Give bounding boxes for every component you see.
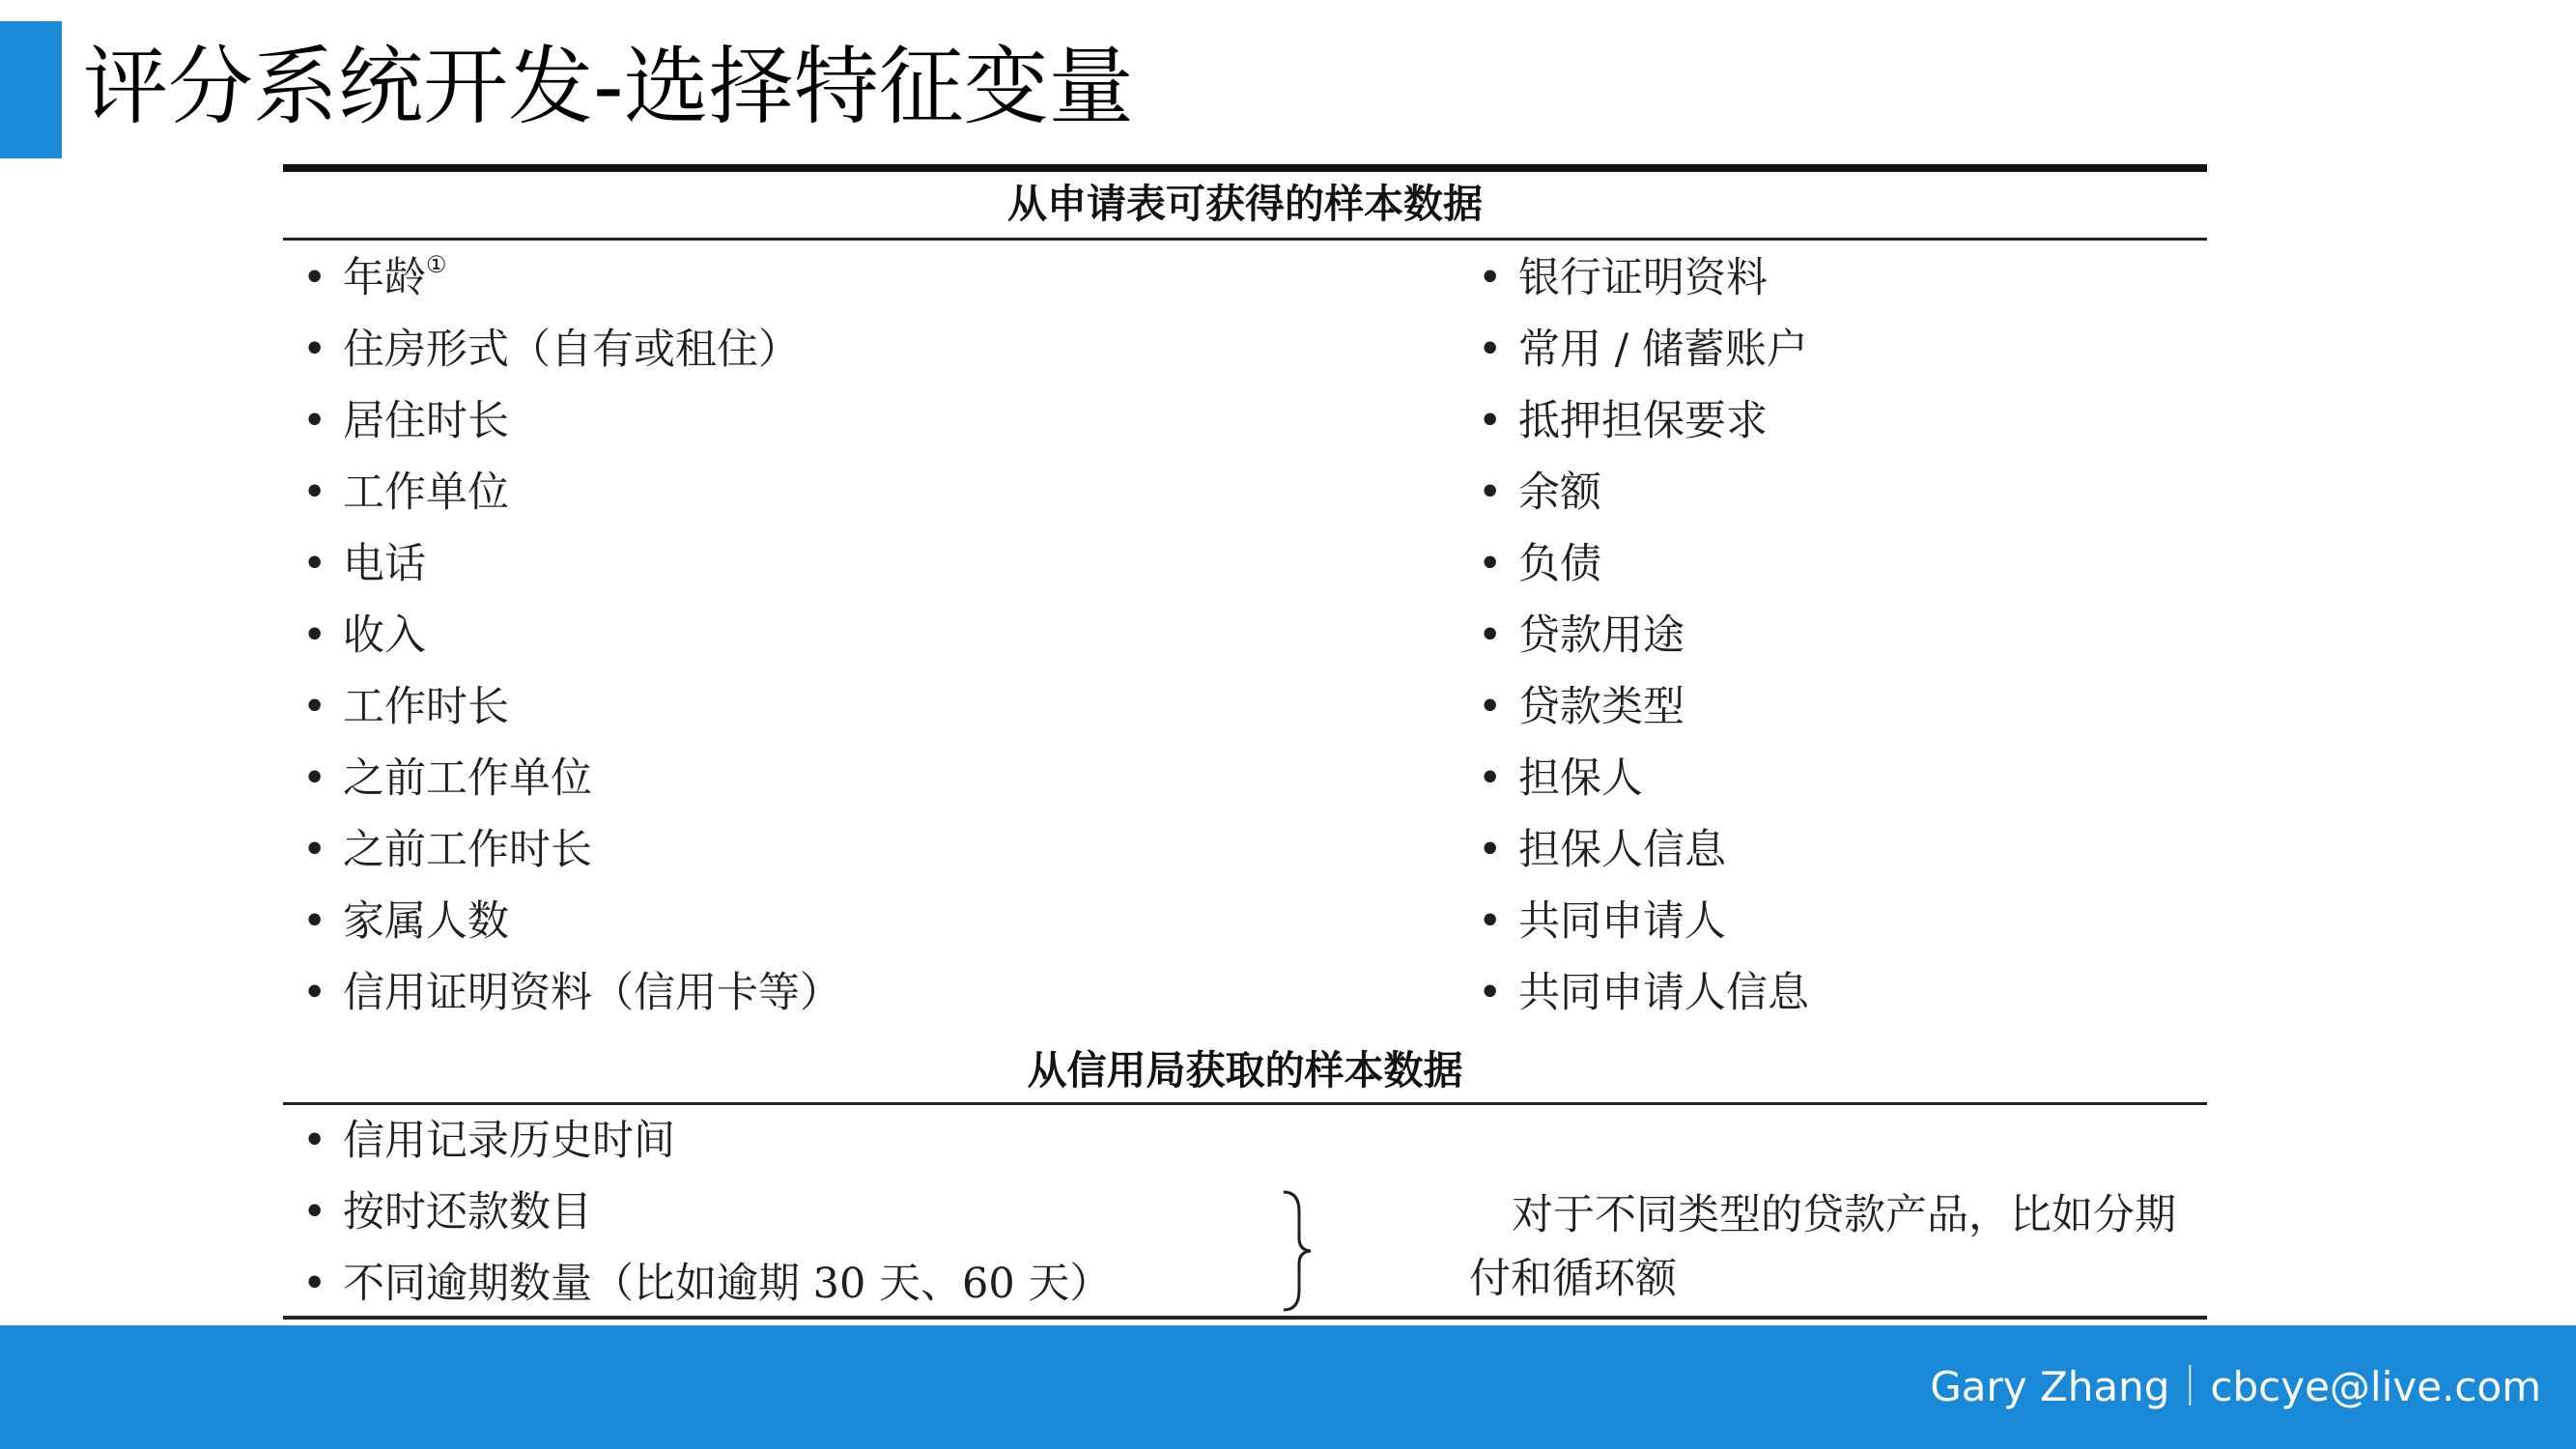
table-top-rule bbox=[283, 164, 2207, 172]
list-item bbox=[283, 748, 592, 810]
list-item bbox=[1458, 533, 1601, 595]
bullet-icon: • bbox=[1478, 611, 1503, 660]
item-label: 共同申请人 bbox=[1518, 897, 1726, 946]
item-label: 工作时长 bbox=[343, 683, 509, 731]
title-accent-bar bbox=[0, 21, 62, 158]
list-item bbox=[283, 819, 592, 881]
bullet-icon: • bbox=[1478, 254, 1503, 302]
bullet-icon: • bbox=[302, 826, 327, 874]
application-section-header: 从申请表可获得的样本数据 bbox=[1007, 181, 1483, 227]
application-header-rule bbox=[283, 238, 2207, 241]
item-label: 余额 bbox=[1518, 469, 1601, 517]
bullet-icon: • bbox=[1478, 969, 1503, 1017]
item-label: 年龄 bbox=[343, 254, 426, 302]
list-item bbox=[283, 390, 509, 452]
bureau-header-rule bbox=[283, 1102, 2207, 1105]
bullet-icon: • bbox=[1478, 683, 1503, 731]
list-item bbox=[1458, 962, 1809, 1024]
list-item bbox=[1458, 390, 1768, 452]
item-label: 信用证明资料（信用卡等） bbox=[343, 969, 841, 1017]
list-item bbox=[283, 462, 509, 524]
bureau-section-header: 从信用局获取的样本数据 bbox=[1027, 1047, 1463, 1094]
bullet-icon: • bbox=[302, 1260, 327, 1308]
bullet-icon: • bbox=[302, 1188, 327, 1236]
item-label: 之前工作时长 bbox=[343, 826, 592, 874]
bullet-icon: • bbox=[302, 969, 327, 1017]
list-item bbox=[1458, 605, 1684, 667]
list-item bbox=[283, 533, 426, 595]
item-label: 担保人 bbox=[1518, 754, 1643, 803]
bullet-icon: • bbox=[302, 254, 327, 302]
list-item bbox=[283, 676, 509, 738]
bullet-icon: • bbox=[302, 754, 327, 803]
list-item bbox=[283, 1181, 592, 1243]
slide-title: 评分系统开发-选择特征变量 bbox=[83, 37, 1134, 136]
item-label: 贷款类型 bbox=[1518, 683, 1684, 731]
bullet-icon: • bbox=[302, 1117, 327, 1165]
bullet-icon: • bbox=[302, 897, 327, 946]
list-item bbox=[283, 891, 509, 952]
item-label: 电话 bbox=[343, 540, 426, 588]
curly-brace-icon bbox=[1278, 1188, 1316, 1314]
bullet-icon: • bbox=[1478, 397, 1503, 445]
list-item bbox=[1458, 462, 1601, 524]
list-item bbox=[283, 962, 841, 1024]
item-label: 贷款用途 bbox=[1518, 611, 1684, 660]
list-item bbox=[1458, 748, 1643, 810]
feature-table bbox=[283, 164, 2207, 1321]
table-bottom-rule bbox=[283, 1316, 2207, 1320]
item-label: 担保人信息 bbox=[1518, 826, 1726, 874]
item-label: 共同申请人信息 bbox=[1518, 969, 1809, 1017]
bullet-icon: • bbox=[1478, 754, 1503, 803]
list-item bbox=[283, 247, 447, 309]
bullet-icon: • bbox=[1478, 540, 1503, 588]
list-item bbox=[283, 319, 800, 381]
list-item bbox=[283, 1110, 675, 1172]
item-label: 按时还款数目 bbox=[343, 1188, 592, 1236]
item-label: 家属人数 bbox=[343, 897, 509, 946]
list-item bbox=[1458, 819, 1726, 881]
bullet-icon: • bbox=[302, 683, 327, 731]
item-label: 银行证明资料 bbox=[1518, 254, 1768, 302]
bureau-note: 对于不同类型的贷款产品，比如分期付和循环额 bbox=[1469, 1191, 2176, 1303]
list-item bbox=[283, 605, 426, 667]
bullet-icon: • bbox=[1478, 897, 1503, 946]
item-label: 负债 bbox=[1518, 540, 1601, 588]
item-label: 工作单位 bbox=[343, 469, 509, 517]
bullet-icon: • bbox=[302, 611, 327, 660]
bullet-icon: • bbox=[1478, 826, 1503, 874]
item-label: 居住时长 bbox=[343, 397, 509, 445]
item-label: 信用记录历史时间 bbox=[343, 1117, 675, 1165]
item-label: 住房形式（自有或租住） bbox=[343, 326, 800, 374]
item-label: 不同逾期数量（比如逾期 30 天、60 天） bbox=[343, 1260, 1112, 1308]
list-item bbox=[1458, 319, 1808, 381]
item-label: 之前工作单位 bbox=[343, 754, 592, 803]
bullet-icon: • bbox=[302, 397, 327, 445]
list-item bbox=[1458, 676, 1684, 738]
item-label: 抵押担保要求 bbox=[1518, 397, 1768, 445]
bullet-icon: • bbox=[302, 540, 327, 588]
footnote-marker: ① bbox=[426, 251, 447, 278]
footer-bar bbox=[0, 1325, 2576, 1449]
bullet-icon: • bbox=[302, 326, 327, 374]
list-item bbox=[1458, 891, 1726, 952]
item-label: 常用 / 储蓄账户 bbox=[1518, 326, 1808, 374]
list-item bbox=[1458, 247, 1768, 309]
footer-credit: Gary Zhang｜cbcye@live.com bbox=[1930, 1363, 2541, 1410]
list-item bbox=[283, 1253, 1111, 1315]
bullet-icon: • bbox=[1478, 469, 1503, 517]
item-label: 收入 bbox=[343, 611, 426, 660]
bullet-icon: • bbox=[1478, 326, 1503, 374]
bullet-icon: • bbox=[302, 469, 327, 517]
